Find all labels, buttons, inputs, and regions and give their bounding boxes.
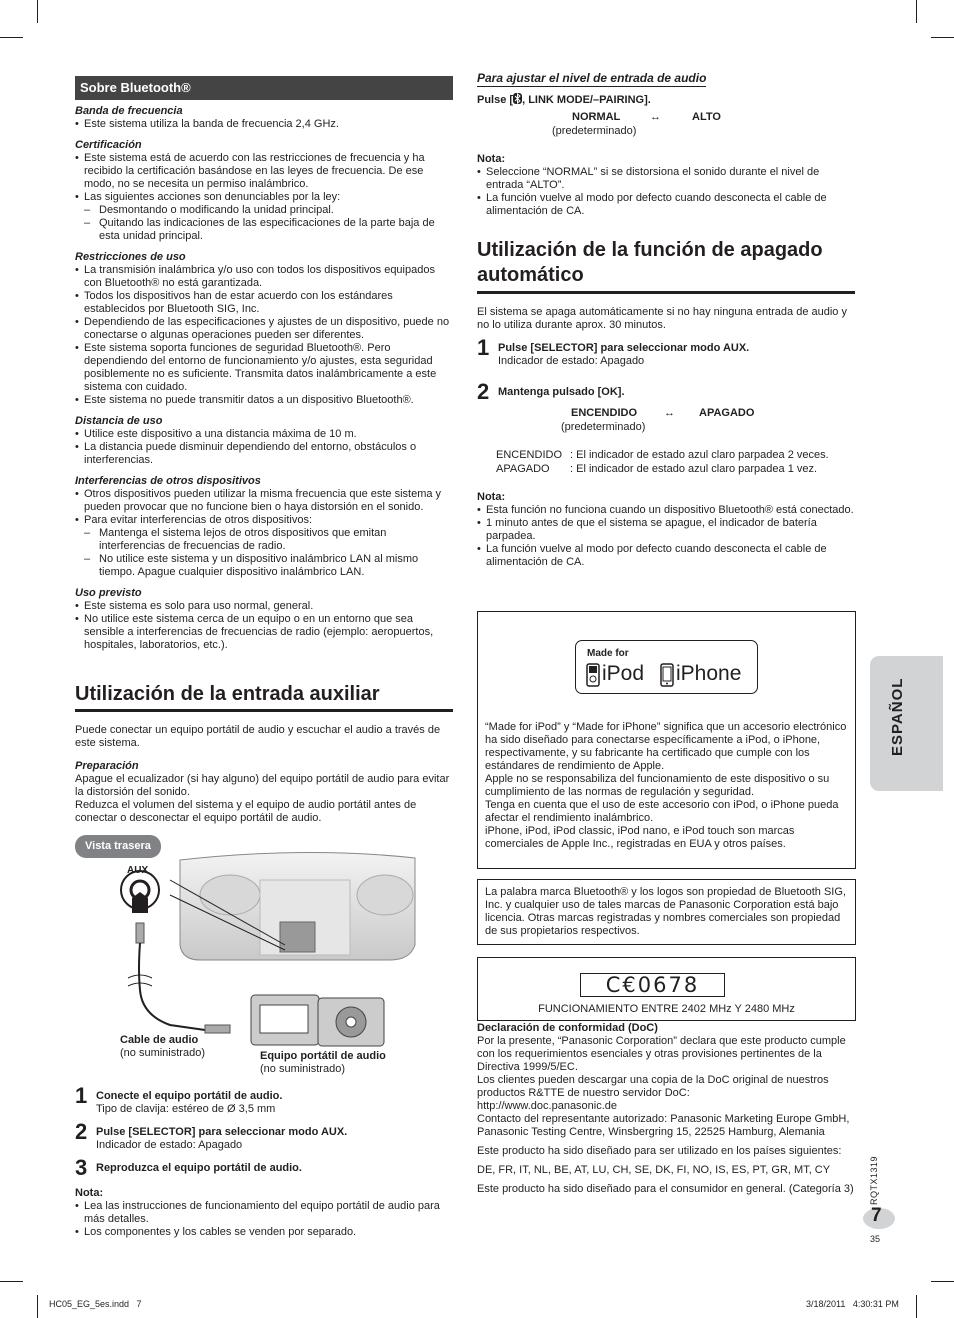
aux-step-3: [75, 1155, 453, 1180]
nota-list-1: [477, 166, 855, 218]
level-options: [477, 111, 855, 141]
press-prefix: Pulse [: [477, 94, 514, 106]
language-tab-label: ESPAÑOL: [889, 677, 906, 756]
aux-steps: [75, 1080, 453, 1239]
nota-label: Nota:: [75, 1187, 104, 1199]
step-text: Indicador de estado: Apagado: [96, 1139, 243, 1151]
default-label: (predeterminado): [552, 125, 637, 137]
freq-text: FUNCIONAMIENTO ENTRE 2402 MHz Y 2480 MHz: [538, 1003, 795, 1015]
step-title: Reproduzca el equipo portátil de audio.: [96, 1162, 302, 1174]
legend-value: : El indicador de estado azul claro parpadea 2 veces.: [570, 449, 829, 461]
portable-device-illustration: [250, 993, 386, 1048]
apagado-option: APAGADO: [699, 407, 755, 419]
auto-step-1: [477, 335, 855, 368]
list-item: • Las siguientes acciones son denunciables por la ley:: [75, 191, 453, 204]
list-item: • Este sistema es solo para uso normal, general.: [75, 600, 453, 613]
list-item: • La función vuelve al modo por defecto cuando desconecta el cable de alimentación de CA.: [477, 543, 855, 569]
list-item: • La función vuelve al modo por defecto cuando desconecta el cable de alimentación de CA.: [477, 192, 855, 218]
certification-dash-list: [84, 204, 453, 243]
apple-box: [477, 611, 856, 869]
step-number: 1: [477, 335, 490, 360]
step-number: 1: [75, 1083, 88, 1108]
countries-intro: Este producto ha sido diseñado para ser utilizado en los países siguientes:: [477, 1145, 842, 1157]
step-number: 2: [477, 379, 490, 404]
aux-step-1: [75, 1083, 453, 1116]
apple-paragraph: iPhone, iPod, iPod classic, iPod nano, e iPod touch son marcas comerciales de Apple Inc., registradas en EUA y otros países.: [485, 825, 795, 850]
auto-off-intro: El sistema se apaga automáticamente si no hay ninguna entrada de audio y no lo utiliza durante aprox. 30 minutos.: [477, 306, 847, 331]
toggle-arrow: ↔: [650, 111, 661, 123]
bluetooth-section-title: Sobre Bluetooth®: [75, 76, 453, 100]
iphone-text: iPhone: [676, 662, 742, 685]
list-item: – No utilice este sistema y un dispositivo inalámbrico LAN al mismo tiempo. Apague cualquier dispositivo inalámbrico LAN.: [84, 553, 453, 579]
aux-intro: Puede conectar un equipo portátil de audio y escuchar el audio a través de este sistema.: [75, 724, 441, 749]
nota-label: Nota:: [477, 491, 506, 503]
restrictions-title: Restricciones de uso: [75, 251, 186, 263]
freq-band-list: [75, 118, 453, 131]
doc-url-link[interactable]: http://www.doc.panasonic.de: [477, 1100, 618, 1112]
list-item: • La distancia puede disminuir dependiendo del entorno, obstáculos o interferencias.: [75, 441, 453, 467]
list-item: • Para evitar interferencias de otros dispositivos:: [75, 514, 453, 527]
portable-audio-icon: [250, 993, 386, 1048]
crop-mark: [0, 1281, 23, 1282]
right-column: [477, 72, 855, 569]
iphone-icon: [660, 663, 674, 687]
interference-list: [75, 488, 453, 527]
ipod-icon: [586, 663, 600, 687]
bluetooth-trademark-box: [477, 879, 856, 945]
nota-label: Nota:: [477, 153, 506, 165]
intended-use-list: [75, 600, 453, 652]
list-item: – Desmontando o modificando la unidad principal.: [84, 204, 453, 217]
language-tab: [870, 656, 943, 791]
step-text: Indicador de estado: Apagado: [498, 355, 645, 367]
aux-step-2: [75, 1119, 453, 1152]
list-item: • Esta función no funciona cuando un dispositivo Bluetooth® está conectado.: [477, 504, 855, 517]
intended-use-title: Uso previsto: [75, 587, 142, 599]
step-title: Pulse [SELECTOR] para seleccionar modo AUX.: [96, 1126, 348, 1138]
list-item: • La transmisión inalámbrica y/o uso con todos los dispositivos equipados con Bluetooth® no está garantizada.: [75, 264, 453, 290]
made-for-ipod-iphone-logo: [575, 640, 758, 694]
auto-off-heading: Utilización de la función de apagado automático: [477, 238, 855, 294]
device-label: Equipo portátil de audio: [260, 1050, 386, 1062]
crop-mark: [931, 1281, 954, 1282]
freq-band-title: Banda de frecuencia: [75, 105, 183, 117]
crop-mark: [916, 0, 917, 23]
default-label: (predeterminado): [561, 421, 646, 433]
list-item: • Dependiendo de las especificaciones y ajustes de un dispositivo, puede no conectarse o algunas operaciones pueden ser diferentes.: [75, 316, 453, 342]
legend-key: ENCENDIDO: [496, 449, 563, 461]
doc-paragraph: Los clientes pueden descargar una copia de la DoC original de nuestros productos R&TTE de nuestro servidor DoC:: [477, 1074, 829, 1099]
list-item: • Utilice este dispositivo a una distancia máxima de 10 m.: [75, 428, 453, 441]
bluetooth-icon: [513, 93, 522, 104]
list-item: • Otros dispositivos pueden utilizar la misma frecuencia que este sistema y pueden provocar que no funcione bien o haya distorsión en el sonido.: [75, 488, 453, 514]
crop-mark: [931, 37, 954, 38]
doc-paragraph: Contacto del representante autorizado: Panasonic Marketing Europe GmbH, Panasonic Testing Centre, Winsbergring 15, 22525 Hamburg, Alemania: [477, 1113, 850, 1138]
device-note: (no suministrado): [260, 1063, 345, 1075]
step-title: Pulse [SELECTOR] para seleccionar modo AUX.: [498, 342, 750, 354]
apple-paragraph: “Made for iPod” y “Made for iPhone” significa que un accesorio electrónico ha sido diseñado para conectarse específicamente a iPod, o iPhone, respectivamente, y su fabricante ha certificado que cumple con los estándares de rendimiento de Apple.: [485, 721, 847, 772]
preparation-text-1: Apague el ecualizador (si hay alguno) del equipo portátil de audio para evitar la distorsión del sonido.: [75, 773, 450, 798]
distance-list: [75, 428, 453, 467]
nota-list-2: [477, 504, 855, 569]
toggle-arrow: ↔: [664, 407, 675, 419]
apple-paragraph: Apple no se responsabiliza del funcionamiento de este dispositivo o su cumplimiento de las normas de regulación y seguridad.: [485, 773, 830, 798]
list-item: • Los componentes y los cables se venden por separado.: [75, 1226, 453, 1239]
normal-option: NORMAL: [572, 111, 621, 123]
list-item: • Este sistema no puede transmitir datos a un dispositivo Bluetooth®.: [75, 394, 453, 407]
consumer-note: Este producto ha sido diseñado para el consumidor en general. (Categoría 3): [477, 1183, 854, 1195]
cable-caption: [120, 1034, 250, 1060]
nota-list: [75, 1200, 453, 1239]
aux-heading: Utilización de la entrada auxiliar: [75, 682, 453, 712]
cable-label: Cable de audio: [120, 1034, 199, 1046]
legend-key: APAGADO: [496, 463, 550, 475]
interference-title: Interferencias de otros dispositivos: [75, 475, 261, 487]
made-for-text: Made for: [587, 648, 629, 659]
page-number: 7: [871, 1205, 882, 1226]
interference-dash-list: [84, 527, 453, 579]
doc-paragraph: Por la presente, “Panasonic Corporation” declara que este producto cumple con los requerimientos esenciales y otras provisiones pertinentes de la Directiva 1999/5/EC.: [477, 1035, 846, 1073]
alto-option: ALTO: [692, 111, 721, 123]
footer-filename: HC05_EG_5es.indd 7: [49, 1299, 142, 1309]
step-number: 2: [75, 1119, 88, 1144]
apple-paragraph: Tenga en cuenta que el uso de este accesorio con iPod, o iPhone pueda afectar el rendimiento inalámbrico.: [485, 799, 839, 824]
step-title: Conecte el equipo portátil de audio.: [96, 1090, 283, 1102]
list-item: • No utilice este sistema cerca de un equipo o en un entorno que sea sensible a interferencias de frecuencias de radio (ejemplo: aeropuertos, hospitales, laboratorios, etc.).: [75, 613, 453, 652]
list-item: • Lea las instrucciones de funcionamiento del equipo portátil de audio para más detalles.: [75, 1200, 453, 1226]
device-caption: [260, 1050, 420, 1076]
ce-mark: C€0678: [580, 973, 725, 997]
footer-timestamp: 3/18/2011 4:30:31 PM: [806, 1299, 899, 1309]
crop-mark: [37, 0, 38, 23]
list-item: • Este sistema soporta funciones de seguridad Bluetooth®. Pero dependiendo del entorno de funcionamiento y/o ajustes, esta seguridad posiblemente no es suficiente. Transmita datos inalámbricamente a este sistema con cuidado.: [75, 342, 453, 394]
auto-legend: [496, 449, 855, 477]
preparation-text-2: Reduzca el volumen del sistema y el equipo de audio portátil antes de conectar o desconectar el equipo portátil de audio.: [75, 799, 417, 824]
distance-title: Distancia de uso: [75, 415, 163, 427]
auto-options: [477, 407, 855, 437]
ce-box: [477, 957, 856, 1021]
list-item: • Este sistema utiliza la banda de frecuencia 2,4 GHz.: [75, 118, 453, 131]
step-number: 3: [75, 1155, 88, 1180]
preparation-title: Preparación: [75, 760, 139, 772]
ipod-text: iPod: [602, 662, 645, 685]
crop-mark: [37, 1295, 38, 1318]
press-suffix: , LINK MODE/–PAIRING].: [522, 94, 651, 106]
list-item: – Quitando las indicaciones de las especificaciones de la parte baja de esta unidad principal.: [84, 217, 453, 243]
crop-mark: [0, 37, 23, 38]
step-title: Mantenga pulsado [OK].: [498, 386, 625, 398]
certification-list: [75, 152, 453, 204]
cable-note: (no suministrado): [120, 1047, 205, 1059]
countries-list: DE, FR, IT, NL, BE, AT, LU, CH, SE, DK, FI, NO, IS, ES, PT, GR, MT, CY: [477, 1164, 831, 1176]
list-item: • 1 minuto antes de que el sistema se apague, el indicador de batería parpadea.: [477, 517, 855, 543]
step-text: Tipo de clavija: estéreo de Ø 3,5 mm: [96, 1103, 276, 1115]
aux-port-label: AUX: [127, 865, 149, 876]
apple-text: [485, 721, 850, 851]
adjust-press-text: [477, 93, 855, 107]
certification-title: Certificación: [75, 139, 142, 151]
encendido-option: ENCENDIDO: [571, 407, 638, 419]
left-column: [75, 76, 453, 858]
rear-view-badge: Vista trasera: [75, 835, 161, 858]
doc-code: RQTX1319: [869, 1155, 879, 1205]
doc-title: Declaración de conformidad (DoC): [477, 1022, 658, 1034]
list-item: • Seleccione “NORMAL” si se distorsiona el sonido durante el nivel de entrada “ALTO”.: [477, 166, 855, 192]
doc-section: [477, 1022, 857, 1196]
list-item: • Este sistema está de acuerdo con las restricciones de frecuencia y ha recibido la certificación basándose en las leyes de frecuencia. De ese modo, no se necesita un permiso inalámbrico.: [75, 152, 453, 191]
list-item: • Todos los dispositivos han de estar acuerdo con los estándares establecidos por Bluetooth SIG, Inc.: [75, 290, 453, 316]
bt-trademark-text: La palabra marca Bluetooth® y los logos son propiedad de Bluetooth SIG, Inc. y cualquier uso de tales marcas de Panasonic Corporation está bajo licencia. Otras marcas registradas y nombres comerciales son propiedad de sus propietarios respectivos.: [485, 886, 846, 937]
list-item: – Mantenga el sistema lejos de otros dispositivos que emitan interferencias de frecuencias de radio.: [84, 527, 453, 553]
legend-value: : El indicador de estado azul claro parpadea 1 vez.: [570, 463, 818, 475]
page-number-small: 35: [870, 1234, 881, 1244]
auto-step-2: [477, 379, 855, 404]
restrictions-list: [75, 264, 453, 407]
adjust-level-title: Para ajustar el nivel de entrada de audio: [477, 71, 707, 85]
crop-mark: [916, 1295, 917, 1318]
